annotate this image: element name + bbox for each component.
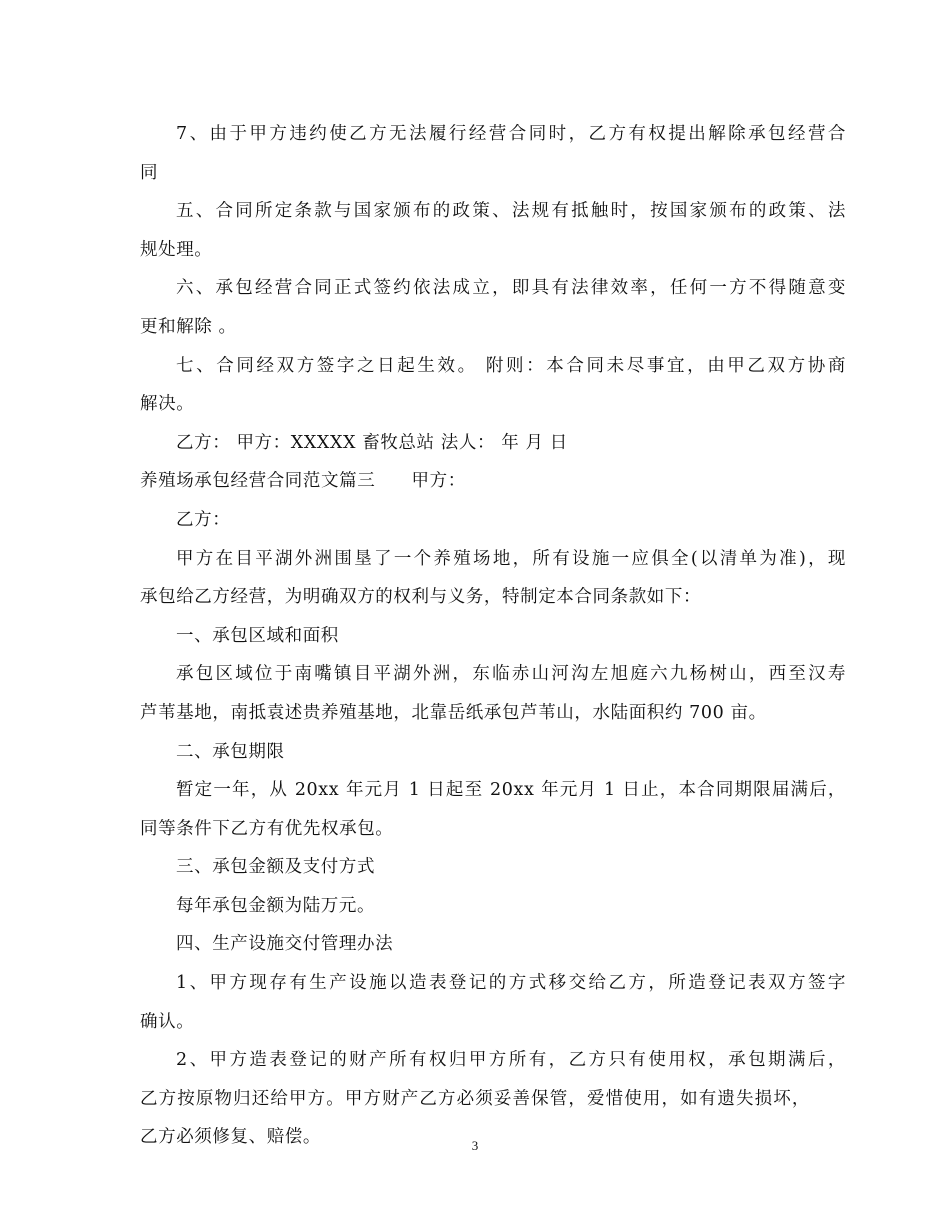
paragraph-line: 五、合同所定条款与国家颁布的政策、法规有抵触时，按国家颁布的政策、法 (176, 201, 846, 222)
party-b-label: 乙方： (176, 509, 231, 530)
paragraph-line: 七、合同经双方签字之日起生效。 附则：本合同未尽事宜，由甲乙双方协商 (176, 355, 846, 376)
paragraph-line: 确认。 (140, 1011, 195, 1032)
paragraph-line: 芦苇基地，南抵袁述贵养殖基地，北靠岳纸承包芦苇山，水陆面积约 700 亩。 (140, 702, 767, 723)
section-title: 养殖场承包经营合同范文篇三 甲方： (140, 471, 466, 492)
page-number: 3 (471, 1138, 479, 1153)
paragraph-line: 同 (140, 162, 159, 183)
paragraph-line: 规处理。 (140, 239, 213, 260)
clause-heading: 三、承包金额及支付方式 (176, 857, 376, 878)
clause-heading: 一、承包区域和面积 (176, 625, 339, 646)
paragraph-line: 乙方按原物归还给甲方。甲方财产乙方必须妥善保管，爱惜使用，如有遗失损坏， (140, 1088, 810, 1109)
clause-heading: 四、生产设施交付管理办法 (176, 934, 394, 955)
document-body (140, 115, 846, 1157)
paragraph-line: 六、承包经营合同正式签约依法成立，即具有法律效率，任何一方不得随意变 (176, 278, 846, 299)
paragraph-line: 承包给乙方经营，为明确双方的权利与义务，特制定本合同条款如下： (140, 587, 702, 608)
signature-line: 乙方： 甲方：XXXXX 畜牧总站 法人： 年 月 日 (176, 432, 568, 453)
paragraph-line: 7、由于甲方违约使乙方无法履行经营合同时，乙方有权提出解除承包经营合 (176, 124, 846, 144)
paragraph-line: 2、甲方造表登记的财产所有权归甲方所有，乙方只有使用权，承包期满后， (176, 1050, 846, 1071)
paragraph-line: 暂定一年，从 20xx 年元月 1 日起至 20xx 年元月 1 日止，本合同期限届满后， (176, 780, 846, 801)
paragraph-line: 甲方在目平湖外洲围垦了一个养殖场地，所有设施一应俱全(以清单为准)，现 (176, 548, 846, 569)
paragraph-line: 更和解除 。 (140, 316, 237, 337)
paragraph-line: 乙方必须修复、赔偿。 (140, 1127, 321, 1148)
paragraph-line: 解决。 (140, 394, 195, 415)
paragraph-line: 承包区域位于南嘴镇目平湖外洲，东临赤山河沟左旭庭六九杨树山，西至汉寿 (176, 664, 846, 685)
paragraph-line: 每年承包金额为陆万元。 (176, 895, 376, 916)
paragraph-line: 同等条件下乙方有优先权承包。 (140, 818, 394, 839)
paragraph-line: 1、甲方现存有生产设施以造表登记的方式移交给乙方，所造登记表双方签字 (176, 973, 846, 994)
clause-heading: 二、承包期限 (176, 741, 285, 762)
